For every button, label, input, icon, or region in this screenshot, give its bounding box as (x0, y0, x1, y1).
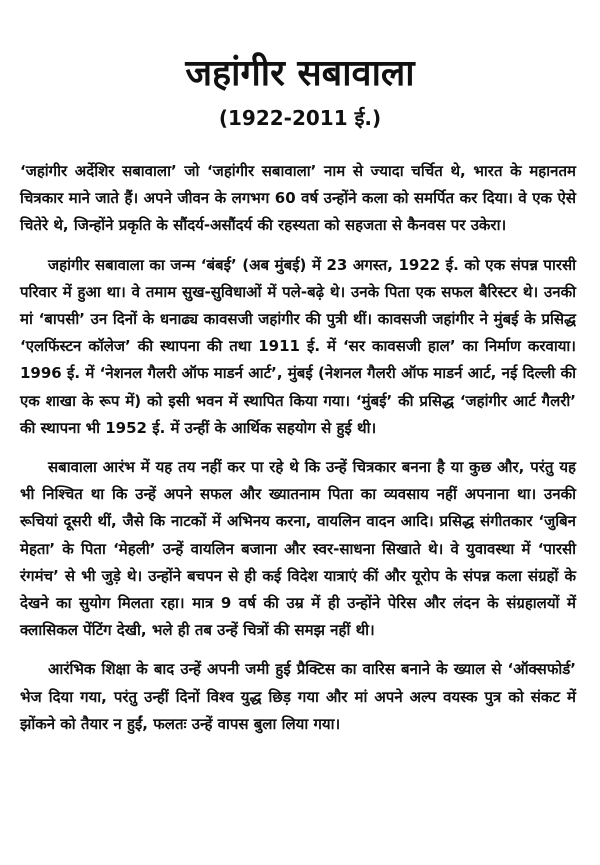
paragraph-intro: ‘जहांगीर अर्देशिर सबावाला’ जो ‘जहांगीर सबावाला’ नाम से ज्यादा चर्चित थे, भारत के महानतम चित्रकार माने जाते हैं। अपने जीवन के लगभग 60 वर्ष उन्होंने कला को समर्पित कर दिया। वे एक ऐसे चितेरे थे, जिन्होंने प्रकृति के सौंदर्य-असौंदर्य की रहस्यता को सहजता से कैनवस पर उकेरा। (20, 162, 576, 235)
paragraph-education: आरंभिक शिक्षा के बाद उन्हें अपनी जमी हुई प्रैक्टिस का वारिस बनाने के ख्याल से ‘ऑक्सफोर्ड’ भेज दिया गया, परंतु उन्हीं दिनों विश्व युद्ध छिड़ गया और मां अपने अल्प वयस्क पुत्र को संकट में झोंकने को तैयार न हुईं, फलतः उन्हें वापस बुला लिया गया। (20, 660, 576, 733)
paragraph-early-interests: सबावाला आरंभ में यह तय नहीं कर पा रहे थे कि उन्हें चित्रकार बनना है या कुछ और, परंतु यह भी निश्चित था कि उन्हें अपने सफल और ख्यातनाम पिता का व्यवसाय नहीं अपनाना था। उनकी रूचियां दूसरी थीं, जैसे कि नाटकों में अभिनय करना, वायलिन वादन आदि। प्रसिद्ध संगीतकार ‘जुबिन मेहता’ के पिता ‘मेहली’ उन्हें वायलिन बजाना और स्वर-साधना सिखाते थे। वे युवावस्था में ‘पारसी रंगमंच’ से भी जुड़े थे। उन्होंने बचपन से ही कई विदेश यात्राएं कीं और यूरोप के संपन्न कला संग्रहों के देखने का सुयोग मिलता रहा। मात्र 9 वर्ष की उम्र में ही उन्होंने पेरिस और लंदन के संग्रहालयों में क्लासिकल पेंटिंग देखी, भले ही तब उन्हें चित्रों की समझ नहीं थी। (20, 458, 576, 640)
page-subtitle-years: (1922-2011 ई.) (218, 106, 382, 130)
paragraph-birth-family: जहांगीर सबावाला का जन्म ‘बंबई’ (अब मुंबई) में 23 अगस्त, 1922 ई. को एक संपन्न पारसी परिवार में हुआ था। वे तमाम सुख-सुविधाओं में पले-बढ़े थे। उनके पिता एक सफल बैरिस्टर थे। उनकी मां ‘बापसी’ उन दिनों के धनाढ्य कावसजी जहांगीर की पुत्री थीं। कावसजी जहांगीर ने मुंबई के प्रसिद्ध ‘एलफिंस्टन कॉलेज’ की स्थापना की तथा 1911 ई. में ‘सर कावसजी हाल’ का निर्माण करवाया। 1996 ई. में ‘नेशनल गैलरी ऑफ माडर्न आर्ट’, मुंबई (नेशनल गैलरी ऑफ माडर्न आर्ट, नई दिल्ली की एक शाखा के रूप में) को इसी भवन में स्थापित किया गया। ‘मुंबई’ की प्रसिद्ध ‘जहांगीर आर्ट गैलरी’ की स्थापना भी 1952 ई. में उन्हीं के आर्थिक सहयोग से हुई थी। (20, 255, 576, 437)
page-title: जहांगीर सबावाला (185, 53, 415, 94)
article-body (20, 158, 576, 750)
